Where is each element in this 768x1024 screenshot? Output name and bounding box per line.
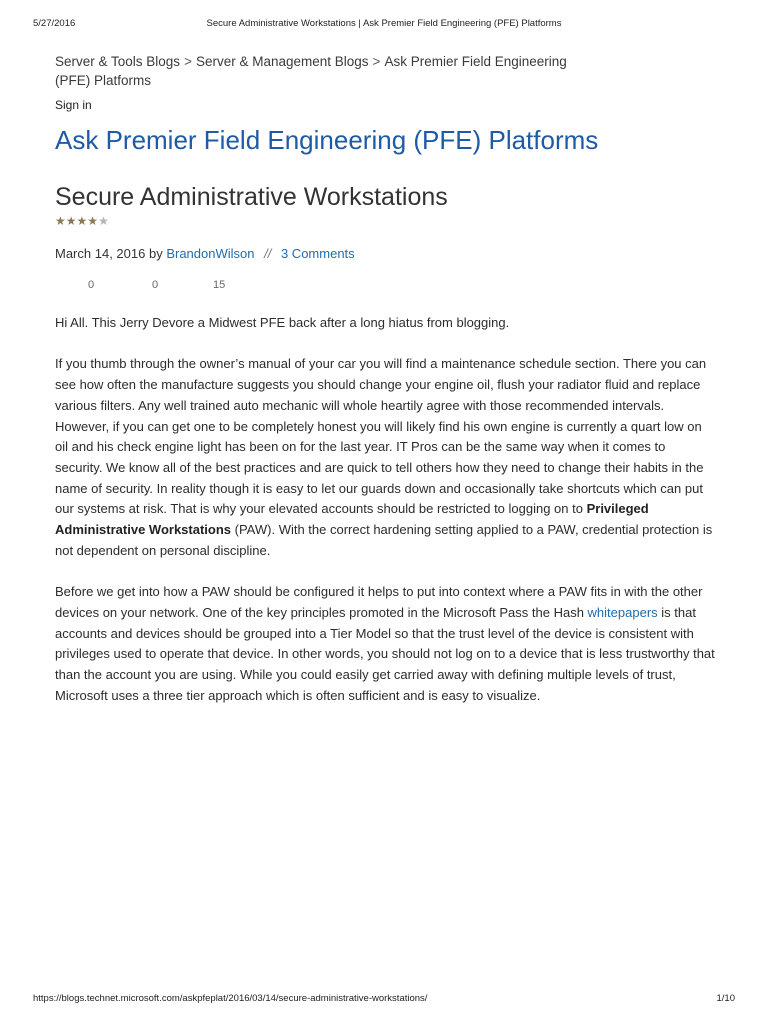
star-filled-icon[interactable]: ★ — [76, 214, 88, 228]
post-meta — [55, 245, 715, 263]
share-counts — [55, 279, 715, 293]
print-document-title: Secure Administrative Workstations | Ask Premier Field Engineering (PFE) Platforms — [206, 18, 562, 29]
by-label: by — [148, 246, 163, 261]
star-filled-icon[interactable]: ★ — [55, 214, 66, 228]
paragraph-text: If you thumb through the owner’s manual of your car you will find a maintenance schedule section. There you can see how often the manufacture suggests you should change your engine oil, flush your radiator fluid and replace various filters. Any well trained auto mechanic will whole heartily agree with those recommended intervals. However, if you can get one to be completely honest you will likely find his own engine is currently a quart low on oil and his check engine light has been on for the last year. IT Pros can be the same way when it comes to security. We know all of the best practices and are quick to tell others how they need to change their habits in the name of security. In reality though it is easy to let our guards down and occasionally take shortcuts which can put our systems at risk. That is why your elevated accounts should be restricted to logging on to — [55, 356, 707, 517]
star-empty-icon[interactable]: ★ — [98, 214, 109, 228]
paragraph-text: (PAW). With the correct hardening setting applied to a PAW, credential protection is not dependent on personal discipline. — [55, 522, 713, 558]
paragraph-text: Before we get into how a PAW should be configured it helps to put into context where a PAW fits in with the other devices on your network. One of the key principles promoted in the Microsoft Pass the Hash — [55, 584, 703, 620]
comments-link[interactable]: 3 Comments — [280, 246, 355, 261]
post-title: Secure Administrative Workstations — [55, 183, 448, 211]
paw-term: Privileged Administrative Workstations — [55, 501, 649, 538]
share-count-1[interactable]: 0 — [88, 279, 95, 291]
paragraph-maintenance — [55, 354, 715, 561]
star-filled-icon[interactable]: ★ — [87, 214, 99, 228]
print-page-number: 1/10 — [716, 993, 735, 1004]
print-date: 5/27/2016 — [33, 18, 76, 29]
print-url: https://blogs.technet.microsoft.com/askpfeplat/2016/03/14/secure-administrative-workstations/ — [33, 993, 428, 1004]
paragraph-text: is that accounts and devices should be grouped into a Tier Model so that the trust level of the device is consistent with privileges used to operate that device. In other words, you should not log on to a device that is less trustworthy that than the account you are using. While you could easily get carried away with defining multiple levels of trust, Microsoft uses a three tier approach which is often sufficient and is easy to visualize. — [55, 604, 715, 703]
post-body — [55, 313, 715, 706]
paragraph-tier-model — [55, 582, 715, 706]
whitepapers-link[interactable]: whitepapers — [587, 604, 658, 620]
paragraph-intro: Hi All. This Jerry Devore a Midwest PFE back after a long hiatus from blogging. — [55, 315, 510, 330]
post-date: March 14, 2016 — [55, 246, 146, 261]
star-rating[interactable] — [55, 214, 715, 228]
breadcrumb-server-management-blogs[interactable]: Server & Management Blogs — [195, 54, 369, 69]
breadcrumb-separator: > — [372, 54, 381, 69]
breadcrumb — [55, 52, 575, 90]
share-count-2[interactable]: 0 — [152, 279, 159, 291]
breadcrumb-ask-pfe-platforms[interactable]: Ask Premier Field Engineering (PFE) Platforms — [55, 54, 567, 88]
breadcrumb-server-tools-blogs[interactable]: Server & Tools Blogs — [55, 54, 181, 69]
sign-in-link[interactable]: Sign in — [55, 98, 92, 112]
meta-separator: // — [264, 246, 272, 261]
star-filled-icon[interactable]: ★ — [65, 214, 77, 228]
author-link[interactable]: BrandonWilson — [166, 246, 255, 261]
print-header — [33, 18, 735, 32]
print-footer — [33, 993, 735, 1007]
blog-title[interactable]: Ask Premier Field Engineering (PFE) Platforms — [55, 125, 599, 155]
breadcrumb-separator: > — [184, 54, 192, 69]
share-count-3[interactable]: 15 — [213, 279, 226, 291]
page-content — [55, 52, 715, 727]
